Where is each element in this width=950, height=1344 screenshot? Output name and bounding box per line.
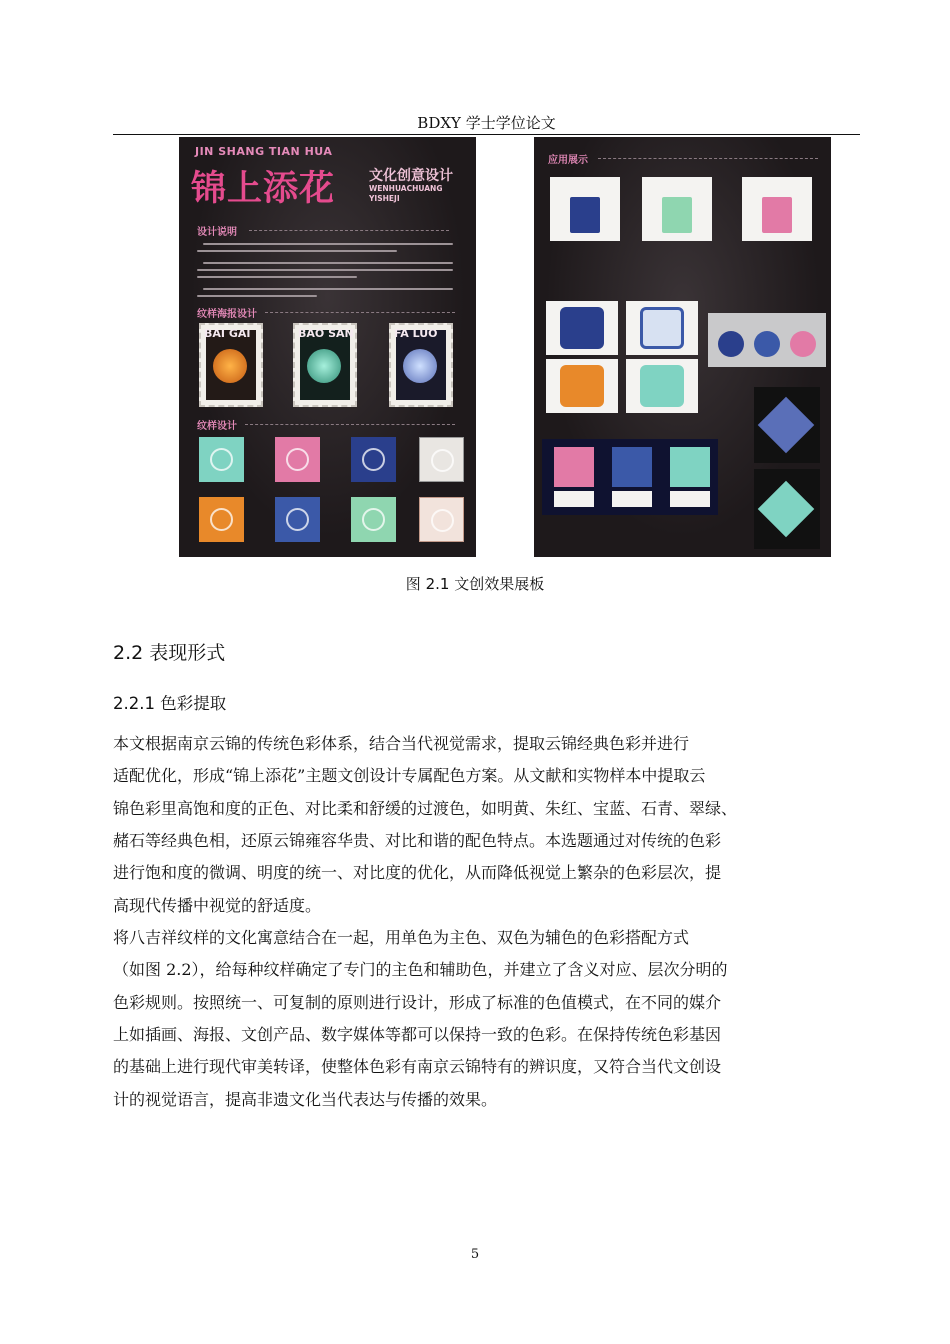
paragraph-1-line: 进行饱和度的微调、明度的统一、对比度的优化，从而降低视觉上繁杂的色彩层次，提	[113, 863, 722, 882]
page-number: 5	[470, 1247, 480, 1262]
pattern-tile	[275, 497, 320, 542]
poster-subtitle-cn: 文化创意设计	[369, 168, 453, 184]
pattern-tile	[419, 497, 464, 542]
section-rule	[598, 158, 818, 159]
paragraph-1-line: 适配优化，形成“锦上添花”主题文创设计专属配色方案。从文献和实物样本中提取云	[113, 766, 706, 785]
pattern-tile	[419, 437, 464, 482]
pillow-mockup	[626, 359, 698, 413]
paragraph-2-line: 的基础上进行现代审美转译，使整体色彩有南京云锦特有的辨识度，又符合当代文创设	[113, 1057, 722, 1076]
pillow-mockup	[626, 301, 698, 355]
text-line	[203, 288, 453, 290]
section-pattern-design: 纹样设计	[197, 421, 237, 432]
stamp-medallion	[307, 349, 341, 383]
paragraph-1-line: 高现代传播中视觉的舒适度。	[113, 896, 322, 915]
stamp-medallion	[403, 349, 437, 383]
paragraph-2-line: （如图 2.2），给每种纹样确定了专门的主色和辅助色，并建立了含义对应、层次分明的	[113, 960, 728, 979]
poster-subtitle-en-2: YISHEJI	[369, 194, 400, 203]
section-heading: 2.2 表现形式	[113, 642, 226, 664]
section-rule	[265, 312, 455, 313]
section-rule	[249, 230, 449, 231]
paragraph-2-line: 上如插画、海报、文创产品、数字媒体等都可以保持一致的色彩。在保持传统色彩基因	[113, 1025, 722, 1044]
stamp-label: BAI GAI	[204, 327, 251, 340]
paragraph-2-line: 将八吉祥纹样的文化寓意结合在一起，用单色为主色、双色为辅色的色彩搭配方式	[113, 928, 690, 947]
poster-title-en: JIN SHANG TIAN HUA	[195, 145, 333, 158]
poster-title-cn: 锦上添花	[191, 169, 336, 209]
stamp-poster	[199, 323, 263, 407]
paragraph-1-line: 本文根据南京云锦的传统色彩体系，结合当代视觉需求，提取云锦经典色彩并进行	[113, 734, 690, 753]
tote-bag-mockup	[550, 177, 620, 241]
paragraph-1-line: 赭石等经典色相，还原云锦雍容华贵、对比和谐的配色特点。本选题通过对传统的色彩	[113, 831, 722, 850]
scarf-mockup	[754, 469, 820, 549]
stamp-medallion	[213, 349, 247, 383]
poster-subtitle-en-1: WENHUACHUANG	[369, 184, 443, 193]
ornament-mockup	[708, 313, 826, 367]
pillow-mockup	[546, 359, 618, 413]
stamp-poster	[293, 323, 357, 407]
stamp-label: BAO SAN	[298, 327, 354, 340]
pillow-mockup	[546, 301, 618, 355]
stamp-poster	[389, 323, 453, 407]
paragraph-2-line: 色彩规则。按照统一、可复制的原则进行设计，形成了标准的色值模式，在不同的媒介	[113, 993, 722, 1012]
text-line	[197, 269, 453, 271]
pattern-tile	[351, 497, 396, 542]
running-header: BDXY 学士学位论文	[417, 114, 556, 132]
poster-application-board	[534, 137, 831, 557]
text-line	[197, 295, 317, 297]
text-line	[203, 262, 453, 264]
pattern-tile	[199, 497, 244, 542]
poster-design-board	[179, 137, 476, 557]
pattern-tile	[351, 437, 396, 482]
section-application-display: 应用展示	[548, 155, 588, 166]
text-line	[197, 276, 357, 278]
stamp-label: FA LUO	[394, 327, 438, 340]
pattern-tile	[275, 437, 320, 482]
section-design-notes: 设计说明	[197, 227, 237, 238]
header-rule	[113, 134, 860, 135]
text-line	[203, 243, 453, 245]
paragraph-1-line: 锦色彩里高饱和度的正色、对比柔和舒缓的过渡色，如明黄、朱红、宝蓝、石青、翠绿、	[113, 799, 738, 818]
tote-bag-mockup	[742, 177, 812, 241]
section-rule	[245, 424, 455, 425]
section-pattern-posters: 纹样海报设计	[197, 309, 257, 320]
subsection-heading: 2.2.1 色彩提取	[113, 694, 227, 713]
text-line	[197, 250, 397, 252]
scarf-mockup	[754, 387, 820, 463]
stamp-set-mockup	[542, 439, 718, 515]
paragraph-2-line: 计的视觉语言，提高非遗文化当代表达与传播的效果。	[113, 1090, 498, 1109]
pattern-tile	[199, 437, 244, 482]
tote-bag-mockup	[642, 177, 712, 241]
figure-caption: 图 2.1 文创效果展板	[405, 575, 545, 593]
